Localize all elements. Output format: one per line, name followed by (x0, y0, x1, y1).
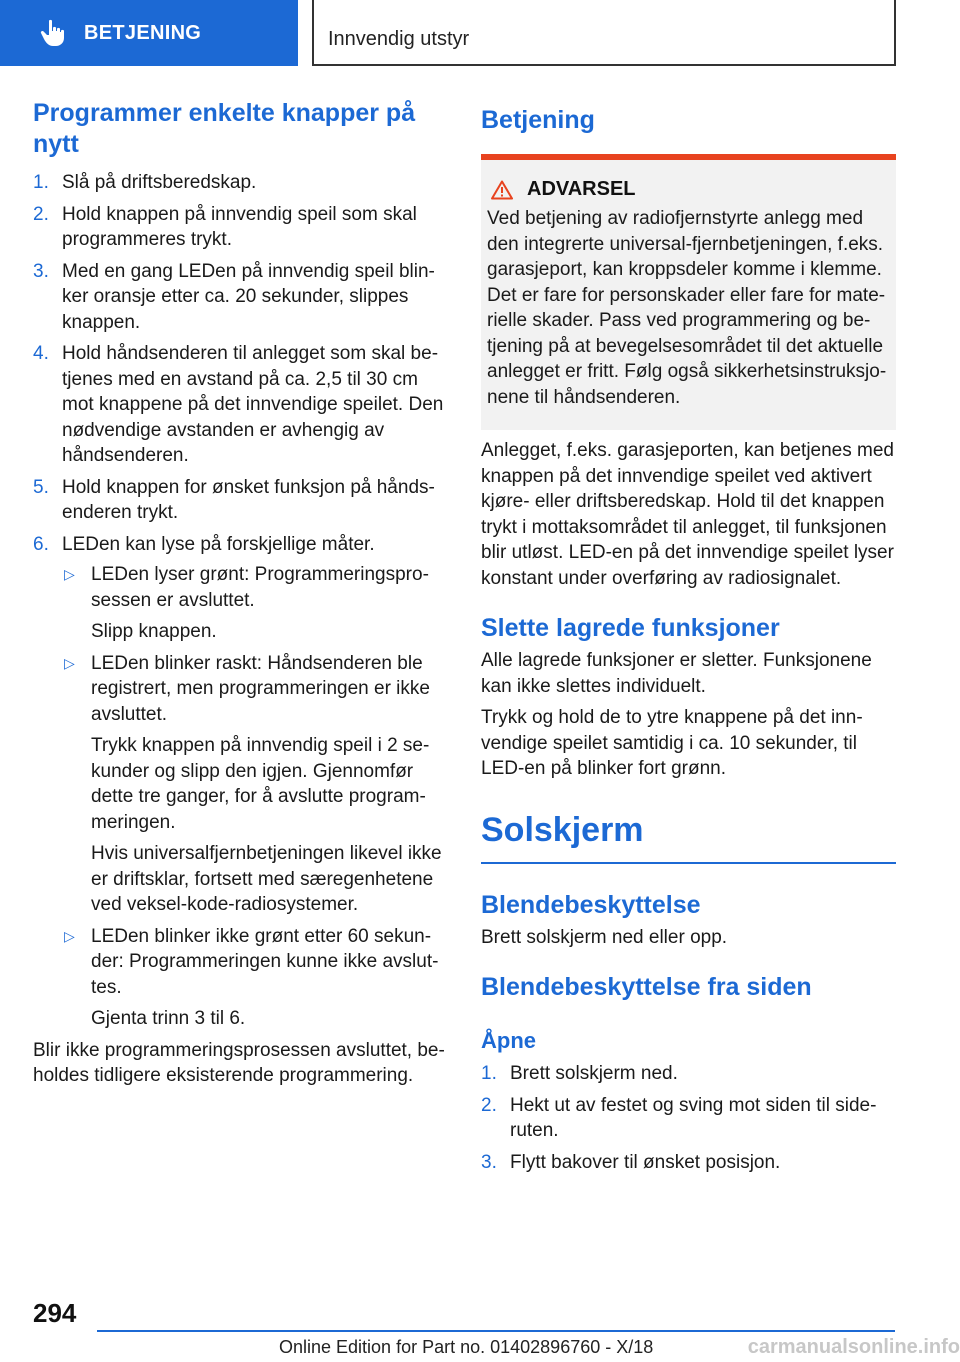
warning-title: ADVARSEL (527, 178, 636, 200)
sub-text: LEDen blinker ikke grønt etter 60 sekunder: Programmeringen kunne ikke avsluttes. (91, 925, 439, 998)
warning-text: Ved betjening av radiofjernstyrte anlegg med den integrerte universal-fjernbetjeningen, f.eks. garasjeport, kan kroppsdeler komme i klemme. Det er fare for personskader eller fare for materielle skader. Pass ved programmering og betjening på at bevegelsesområdet til det aktuelle anlegget er fritt. Følg også sikkerhetsinstruksjonene til håndsenderen. (487, 208, 887, 408)
step-number: 3. (481, 1151, 497, 1173)
step-text: Hold knappen for ønsket funksjon på håndsenderen trykt. (62, 476, 435, 523)
left-column (33, 98, 447, 1089)
step-number: 2. (481, 1094, 497, 1116)
triangle-bullet-icon: ▷ (64, 566, 75, 582)
list-item (33, 170, 447, 196)
step-number: 3. (33, 260, 49, 282)
step-number: 1. (481, 1063, 497, 1084)
watermark: carmanualsonline.info (747, 1336, 960, 1358)
sub-text: LEDen lyser grønt: Programmeringsprosessen er avsluttet. (91, 564, 429, 611)
step-text: Hold håndsenderen til anlegget som skal betjenes med en avstand på ca. 2,5 til 30 cm mot knappene på det innvendige speilet. Den nødvendige avstanden er avhengig av håndsenderen. (62, 343, 444, 466)
chapter-title: Innvendig utstyr (328, 28, 470, 50)
heading-apne: Åpne (481, 1028, 536, 1053)
list-item (33, 475, 447, 526)
footer-rule (97, 1330, 895, 1332)
list-item (62, 651, 447, 918)
blende-paragraph: Brett solskjerm ned eller opp. (481, 926, 728, 948)
reprogram-steps (33, 170, 447, 1032)
heading-blende-siden: Blendebeskyttelse fra siden (481, 973, 812, 1001)
list-item (33, 202, 447, 253)
page-number: 294 (33, 1298, 77, 1328)
section-tab[interactable] (0, 0, 298, 66)
step-text: Slå på driftsberedskap. (62, 172, 257, 193)
step-text: LEDen kan lyse på forskjellige måter. (62, 533, 375, 555)
triangle-bullet-icon: ▷ (64, 654, 75, 671)
list-item (33, 532, 447, 1032)
edition-text: Online Edition for Part no. 01402896760 - X/18 (279, 1337, 654, 1357)
led-states-list (62, 562, 447, 1032)
warning-triangle-icon (491, 180, 513, 200)
list-item (62, 924, 447, 1032)
step-text: Flytt bakover til ønsket posisjon. (510, 1151, 781, 1173)
step-text: Hold knappen på innvendig speil som skal programmeres trykt. (62, 203, 417, 250)
betjening-paragraph: Anlegget, f.eks. garasjeporten, kan betjenes med knappen på det innvendige speilet ved aktivert kjøre- eller driftsberedskap. Hold til det knappen trykt i mottaksområdet til anlegget, til funksjonen blir utløst. LED-en på det innvendige speilet lyser konstant under overføring av radiosignalet. (481, 440, 894, 589)
warning-box (481, 154, 896, 430)
closing-paragraph: Blir ikke programmeringsprosessen avsluttet, beholdes tidligere eksisterende programmering. (33, 1039, 445, 1086)
sub-note: Gjenta trinn 3 til 6. (91, 1008, 246, 1029)
page-header (0, 0, 960, 66)
step-text: Brett solskjerm ned. (510, 1063, 678, 1084)
step-number: 1. (33, 172, 49, 193)
step-text: Hekt ut av festet og sving mot siden til sideruten. (510, 1094, 877, 1141)
slette-paragraph-1: Alle lagrede funksjoner er sletter. Funksjonene kan ikke slettes individuelt. (481, 650, 872, 697)
heading-slette: Slette lagrede funksjoner (481, 614, 780, 642)
triangle-bullet-icon: ▷ (64, 927, 75, 944)
list-item (481, 1150, 896, 1176)
section-tab-label: BETJENING (84, 21, 202, 44)
warning-title-row (487, 178, 888, 201)
heading-blendebeskyttelse: Blendebeskyttelse (481, 890, 701, 919)
hand-pointer-icon (38, 18, 68, 48)
sub-note: Hvis universalfjernbetjeningen likevel ikke er driftsklar, fortsett med særegenhetene ved veksel-kode-radiosystemer. (91, 843, 442, 915)
list-item (33, 259, 447, 336)
right-column (481, 98, 896, 1181)
step-number: 6. (33, 533, 49, 555)
sub-note: Slipp knappen. (91, 621, 217, 642)
heading-reprogram: Programmer enkelte knapper på nytt (33, 99, 416, 158)
step-text: Med en gang LEDen på innvendig speil blinker oransje etter ca. 20 sekunder, slippes knappen. (62, 260, 435, 333)
list-item (481, 1093, 896, 1144)
step-number: 2. (33, 203, 49, 225)
apne-steps (481, 1061, 896, 1175)
slette-paragraph-2: Trykk og hold de to ytre knappene på det innvendige speilet samtidig i ca. 10 sekunder, til LED-en på blinker fort grønn. (481, 707, 863, 779)
heading-solskjerm: Solskjerm (481, 810, 644, 849)
heading-betjening: Betjening (481, 106, 595, 134)
sub-note: Trykk knappen på innvendig speil i 2 sekunder og slipp den igjen. Gjennomfør dette tre ganger, for å avslutte programmeringen. (91, 735, 430, 833)
list-item (481, 1061, 896, 1087)
step-number: 5. (33, 476, 49, 498)
sub-text: LEDen blinker raskt: Håndsenderen ble registrert, men programmeringen er ikke avsluttet. (91, 652, 430, 725)
chapter-title-box (312, 0, 896, 66)
section-rule (481, 862, 896, 864)
list-item (62, 562, 447, 645)
step-number: 4. (33, 343, 49, 364)
list-item (33, 341, 447, 469)
